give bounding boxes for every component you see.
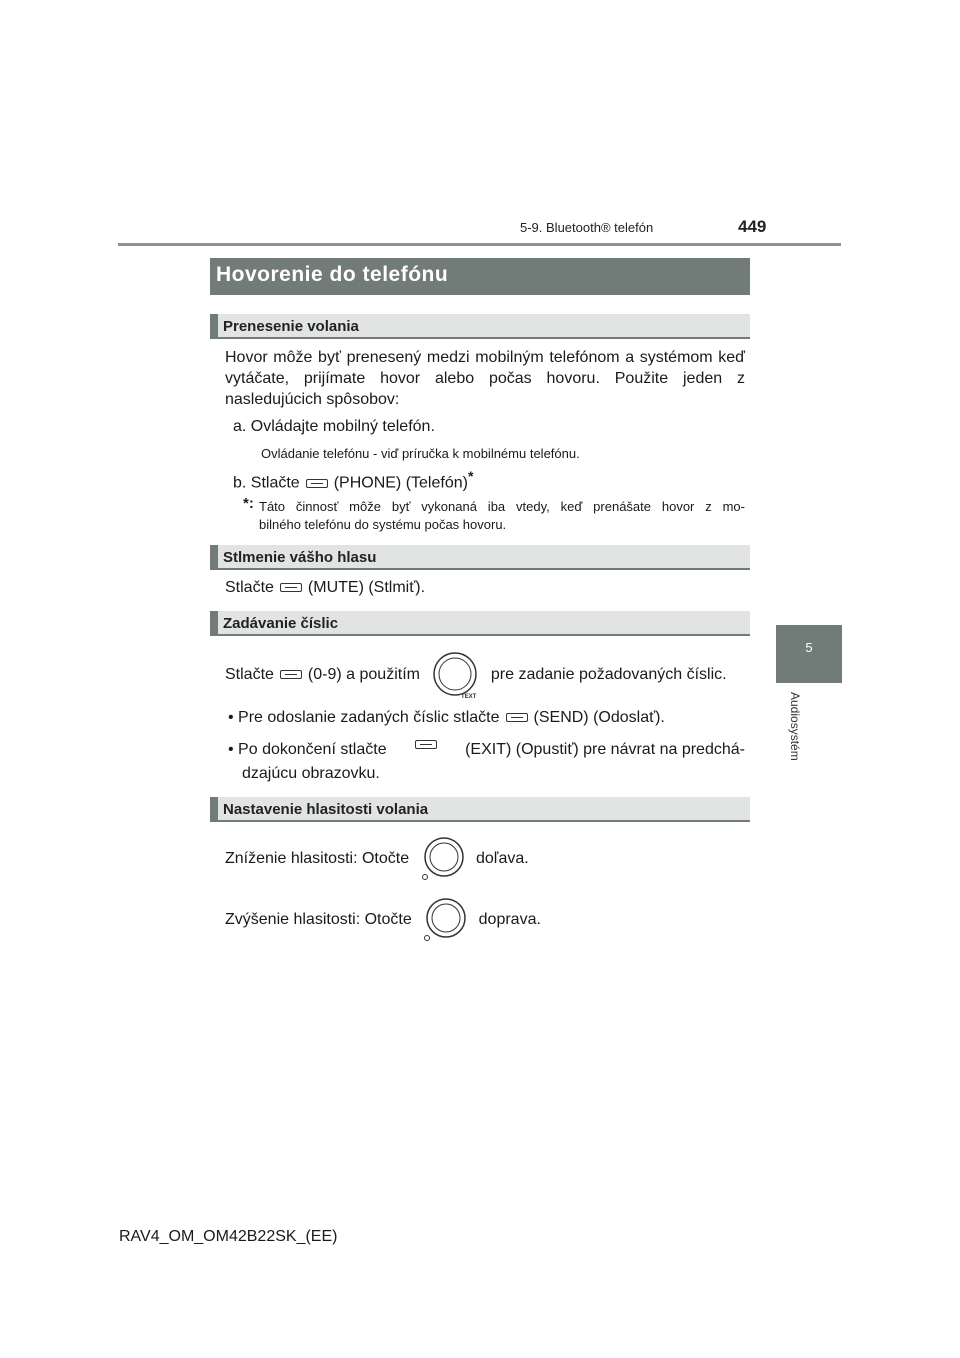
tune-knob-icon: [430, 651, 480, 699]
volume-up-suffix: doprava.: [478, 911, 541, 929]
digit-button-icon: [280, 670, 302, 679]
mute-instruction: [225, 578, 425, 598]
send-button-icon: [506, 713, 528, 722]
transfer-item-b: [233, 466, 473, 493]
digits-bullet-1: [228, 708, 665, 728]
knob-text-label: TEXT: [461, 693, 477, 699]
asterisk-mark: *: [467, 468, 474, 484]
transfer-item-a-note: Ovládanie telefónu - viď príručka k mobilnému telefónu.: [261, 446, 580, 461]
digits-bullet-2-line-2: dzajúcu obrazovku.: [242, 765, 380, 782]
digits-mid: (0-9) a použitím: [307, 666, 420, 683]
section-title-transfer: Prenesenie volania: [223, 318, 359, 335]
volume-up-prefix: Zvýšenie hlasitosti: Otočte: [225, 911, 412, 929]
header-divider: [118, 243, 841, 246]
volume-down-prefix: Zníženie hlasitosti: Otočte: [225, 850, 410, 868]
section-breadcrumb: 5-9. Bluetooth® telefón: [520, 220, 654, 235]
volume-down-instruction: [225, 836, 529, 882]
mute-button-icon: [280, 583, 302, 592]
bullet-1-suffix: (SEND) (Odoslať).: [533, 709, 665, 726]
digits-bullet-2: [228, 740, 745, 760]
bullet-2-suffix: (EXIT) (Opustiť) pre návrat na predchá-: [465, 741, 745, 758]
transfer-item-b-prefix: b. Stlačte: [233, 474, 300, 492]
transfer-item-b-suffix: (PHONE) (Telefón): [333, 474, 468, 492]
bullet-1-prefix: • Pre odoslanie zadaných číslic stlačte: [228, 709, 500, 726]
mute-suffix: (MUTE) (Stlmiť).: [307, 579, 426, 596]
page-number: 449: [738, 217, 767, 236]
mute-prefix: Stlačte: [225, 579, 274, 596]
chapter-tab-label: Audiosystém: [788, 692, 802, 761]
volume-knob-right-icon: [422, 897, 468, 943]
page-title: Hovorenie do telefónu: [216, 263, 449, 286]
section-title-digits: Zadávanie číslic: [223, 615, 339, 632]
footnote-line-2: bilného telefónu do systému počas hovoru.: [259, 517, 507, 532]
digits-instruction: [225, 650, 727, 700]
document-code: RAV4_OM_OM42B22SK_(EE): [119, 1228, 338, 1245]
transfer-item-a: a. Ovládajte mobilný telefón.: [233, 418, 435, 435]
digits-suffix: pre zadanie požadovaných číslic.: [490, 666, 727, 683]
transfer-intro: Hovor môže byť prenesený medzi mobilným telefónom a systémom keď vytáčate, prijímate hovor alebo počas hovoru. Použite jeden z nasledujúcich spôsobov:: [225, 349, 745, 408]
exit-button-icon: [415, 740, 437, 749]
volume-knob-left-icon: [420, 836, 466, 882]
volume-up-instruction: [225, 897, 541, 943]
footnote-line-1: Táto činnosť môže byť vykonaná iba vtedy, keď prenášate hovor z mo-: [259, 499, 745, 514]
section-title-volume: Nastavenie hlasitosti volania: [223, 801, 429, 818]
digits-prefix: Stlačte: [225, 666, 274, 683]
phone-button-icon: [306, 479, 328, 488]
section-title-mute: Stlmenie vášho hlasu: [223, 549, 377, 566]
volume-down-suffix: doľava.: [476, 850, 529, 868]
bullet-2-prefix: • Po dokončení stlačte: [228, 741, 387, 758]
footnote-mark: *:: [243, 495, 254, 512]
chapter-tab-number: 5: [805, 640, 813, 655]
